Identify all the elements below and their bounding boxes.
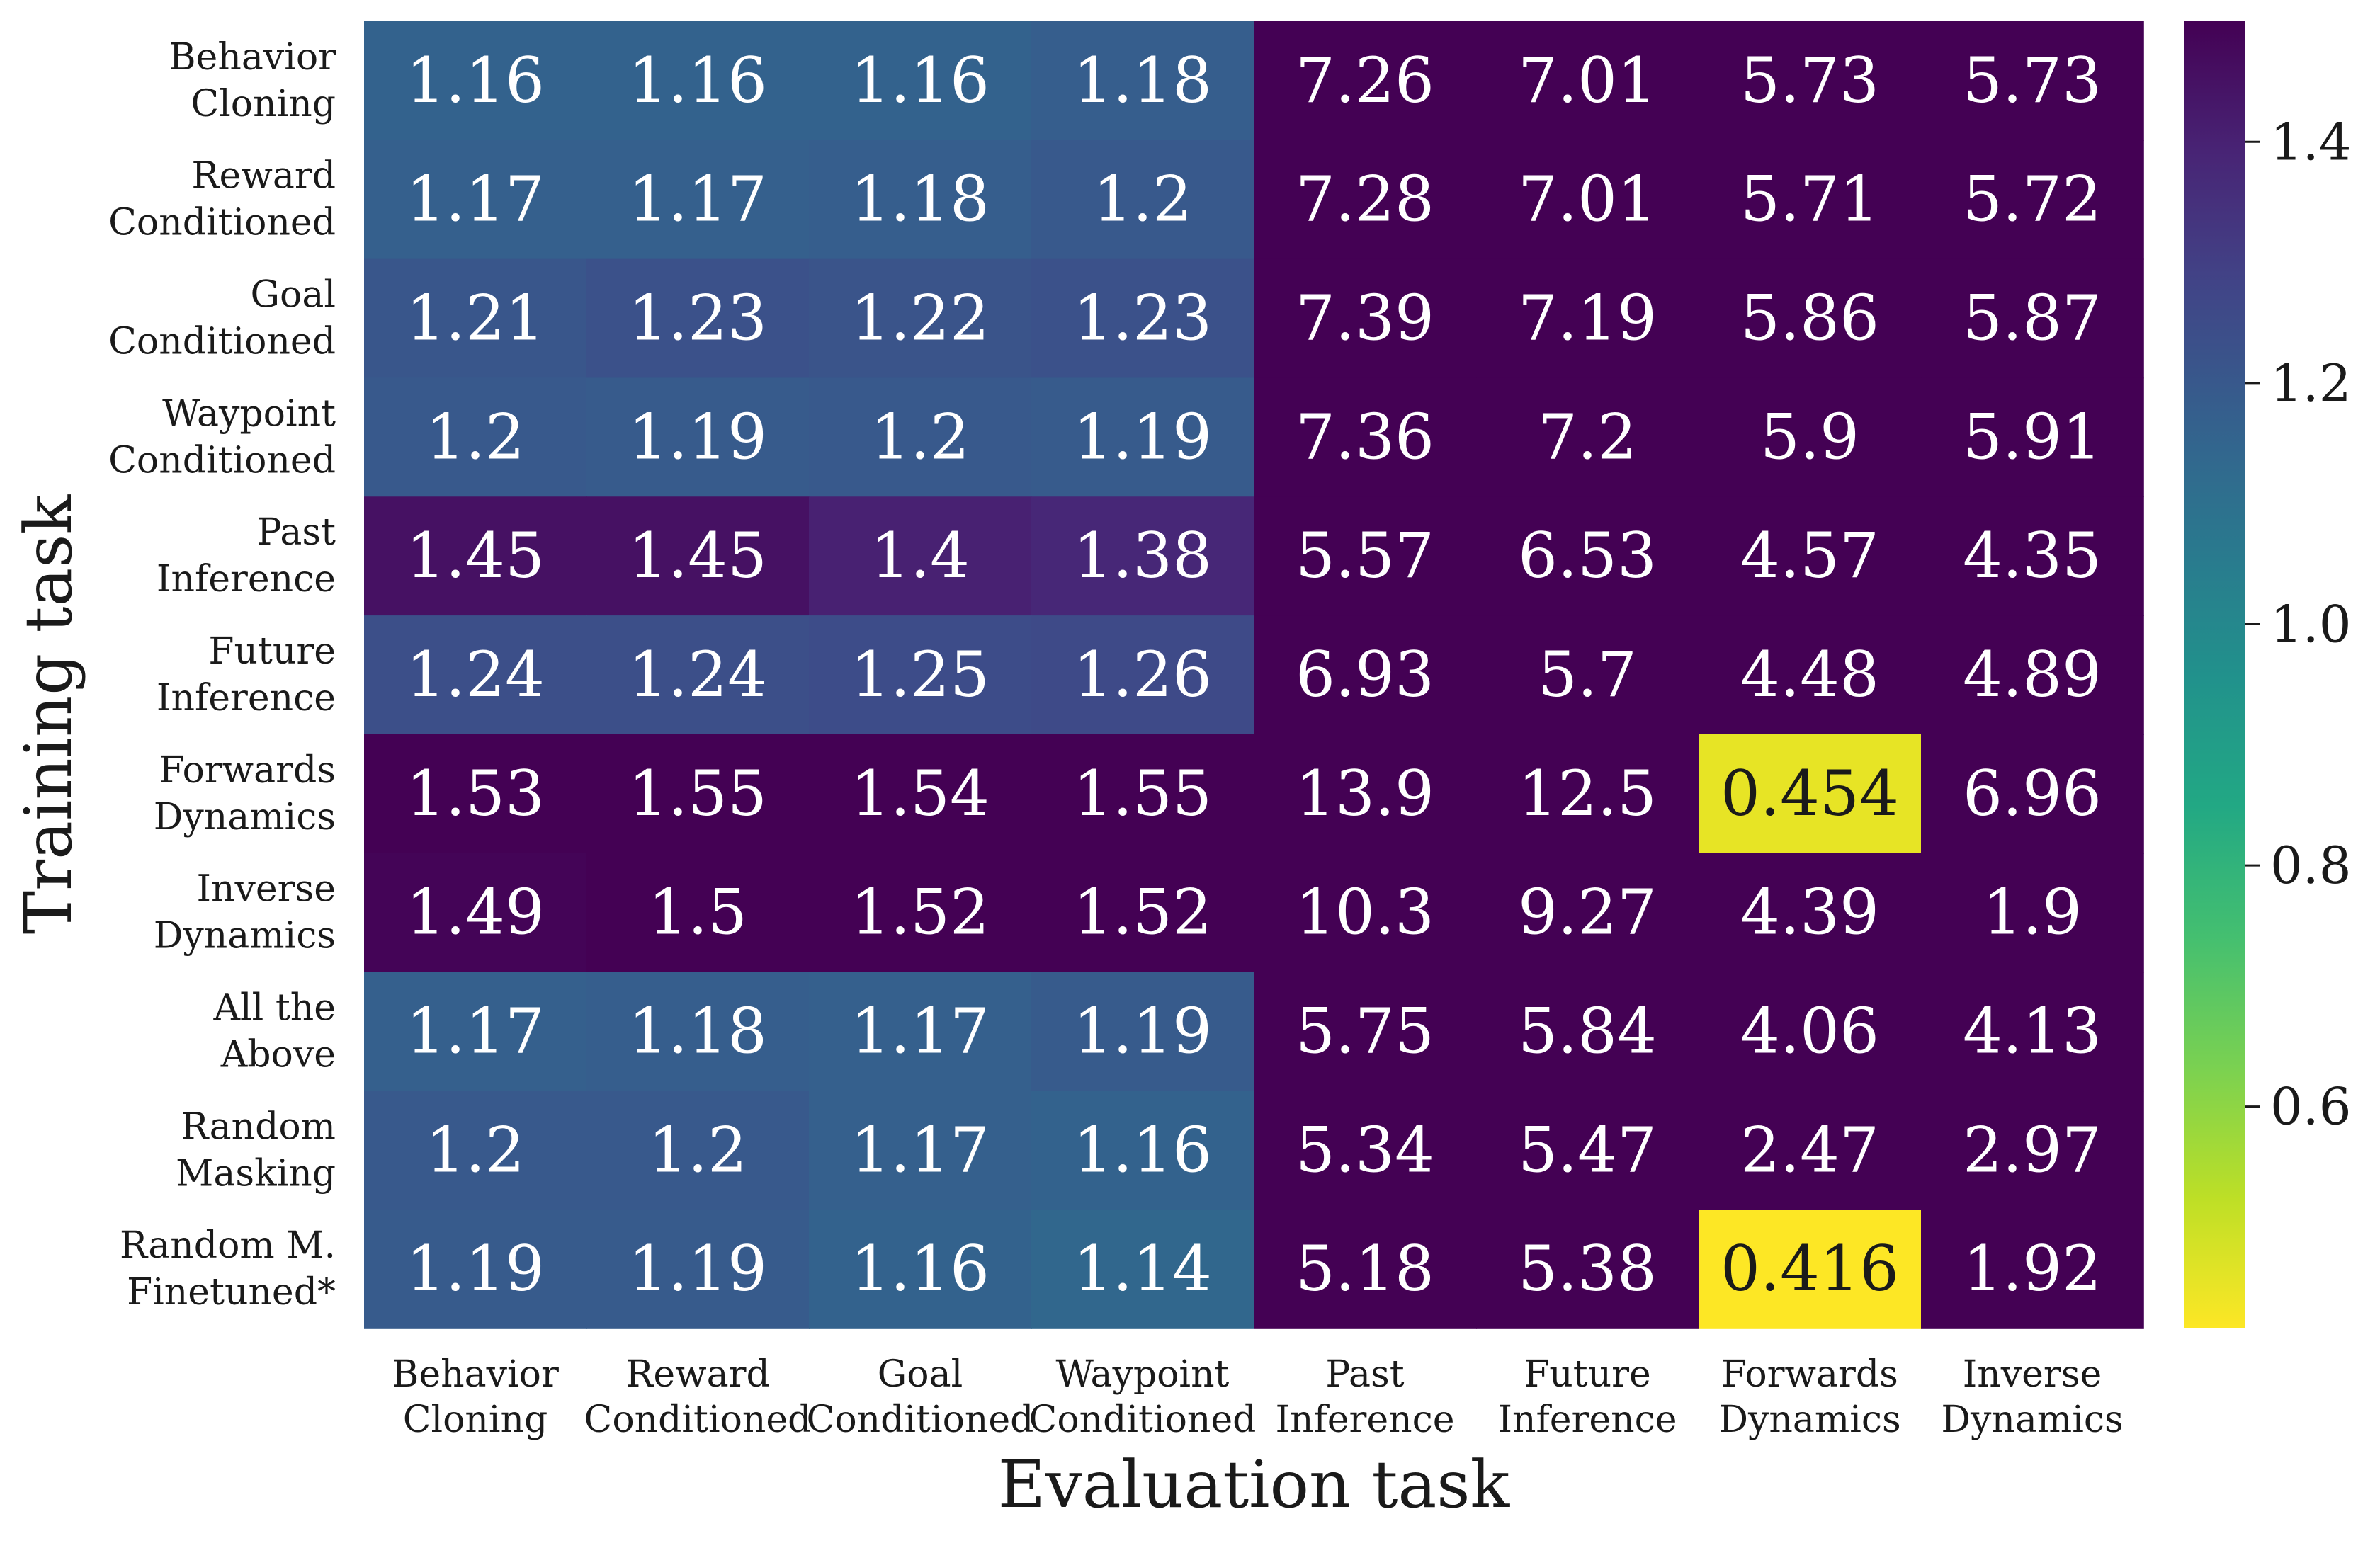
cell-value-label: 2.47 [1740, 1113, 1879, 1187]
cell-value-label: 1.53 [406, 756, 545, 830]
x-tick-label: Goal Conditioned [806, 1353, 1034, 1441]
y-tick-label: Random M. Finetuned* [119, 1224, 336, 1314]
cell-value-label: 7.28 [1296, 162, 1434, 236]
cell-value-label: 1.9 [1983, 875, 2082, 949]
cell-value-label: 5.72 [1963, 162, 2102, 236]
cell-value-label: 1.2 [871, 400, 970, 474]
cell-value-label: 5.18 [1296, 1232, 1434, 1306]
y-tick-label: Behavior Cloning [169, 35, 336, 125]
cell-value-label: 4.48 [1740, 638, 1879, 711]
cell-value-label: 5.38 [1518, 1232, 1657, 1306]
cell-value-label: 1.52 [1073, 875, 1212, 949]
cell-value-label: 1.54 [851, 756, 990, 830]
y-axis-title: Training task [11, 494, 86, 935]
heatmap-cells [364, 21, 2144, 1329]
cell-value-label: 7.19 [1518, 281, 1657, 355]
cell-value-label: 1.21 [406, 281, 545, 355]
cell-value-label: 1.25 [851, 638, 990, 711]
cell-value-label: 1.4 [871, 519, 970, 593]
cell-value-label: 1.55 [1073, 756, 1212, 830]
cell-value-label: 1.18 [628, 994, 767, 1068]
x-tick-label: Behavior Cloning [392, 1353, 559, 1441]
cell-value-label: 1.17 [406, 162, 545, 236]
cell-value-label: 1.19 [628, 1232, 767, 1306]
y-tick-label: Random Masking [176, 1105, 336, 1195]
cell-value-label: 2.97 [1963, 1113, 2102, 1187]
cell-value-label: 1.19 [1073, 994, 1212, 1068]
x-tick-labels [392, 1353, 2123, 1441]
cell-value-label: 1.2 [1093, 162, 1192, 236]
cell-value-label: 1.45 [628, 519, 767, 593]
cell-value-label: 1.18 [851, 162, 990, 236]
cell-value-label: 1.49 [406, 875, 545, 949]
cell-value-label: 5.84 [1518, 994, 1657, 1068]
cell-value-label: 1.38 [1073, 519, 1212, 593]
cell-value-label: 9.27 [1518, 875, 1657, 949]
cell-value-label: 5.71 [1740, 162, 1879, 236]
cell-value-label: 5.7 [1538, 638, 1637, 711]
cell-value-label: 4.35 [1963, 519, 2102, 593]
colorbar-tick-label: 1.2 [2270, 353, 2352, 413]
cell-value-label: 0.454 [1721, 756, 1899, 830]
x-tick-label: Waypoint Conditioned [1028, 1353, 1257, 1441]
cell-value-label: 1.18 [1073, 43, 1212, 117]
cell-value-label: 4.06 [1740, 994, 1879, 1068]
cell-value-label: 1.16 [851, 1232, 990, 1306]
cell-value-label: 4.13 [1963, 994, 2102, 1068]
colorbar-tick-label: 1.4 [2270, 112, 2352, 172]
cell-value-label: 5.75 [1296, 994, 1434, 1068]
cell-value-label: 1.24 [406, 638, 545, 711]
cell-value-label: 1.17 [851, 1113, 990, 1187]
colorbar-tick-label: 0.6 [2270, 1076, 2352, 1137]
cell-value-label: 7.01 [1518, 43, 1657, 117]
y-tick-label: Goal Conditioned [108, 273, 336, 363]
cell-value-label: 5.87 [1963, 281, 2102, 355]
cell-value-label: 5.73 [1963, 43, 2102, 117]
cell-value-label: 4.57 [1740, 519, 1879, 593]
cell-value-label: 6.53 [1518, 519, 1657, 593]
cell-value-label: 5.73 [1740, 43, 1879, 117]
cell-value-label: 7.2 [1538, 400, 1637, 474]
cell-value-label: 1.22 [851, 281, 990, 355]
y-tick-label: All the Above [213, 986, 336, 1076]
cell-value-label: 1.23 [628, 281, 767, 355]
x-axis-title: Evaluation task [997, 1447, 1510, 1523]
cell-value-label: 1.52 [851, 875, 990, 949]
colorbar-ticks [2245, 112, 2352, 1136]
x-tick-label: Inverse Dynamics [1941, 1353, 2124, 1441]
cell-value-label: 1.92 [1963, 1232, 2102, 1306]
x-tick-label: Past Inference [1275, 1353, 1455, 1441]
colorbar [2184, 21, 2245, 1328]
colorbar-tick-label: 1.0 [2270, 594, 2352, 654]
y-tick-label: Forwards Dynamics [153, 749, 336, 838]
cell-value-label: 1.16 [406, 43, 545, 117]
cell-value-label: 1.24 [628, 638, 767, 711]
cell-value-label: 1.17 [406, 994, 545, 1068]
cell-value-label: 1.26 [1073, 638, 1212, 711]
cell-value-label: 5.91 [1963, 400, 2102, 474]
cell-value-label: 1.2 [426, 1113, 525, 1187]
cell-value-label: 1.19 [628, 400, 767, 474]
cell-value-label: 7.36 [1296, 400, 1434, 474]
cell-value-label: 1.19 [1073, 400, 1212, 474]
y-tick-label: Reward Conditioned [108, 154, 336, 244]
cell-value-label: 1.17 [628, 162, 767, 236]
x-tick-label: Reward Conditioned [584, 1353, 812, 1441]
cell-value-label: 1.2 [426, 400, 525, 474]
cell-value-label: 12.5 [1518, 756, 1657, 830]
y-tick-labels [108, 36, 336, 1314]
x-tick-label: Future Inference [1497, 1353, 1677, 1441]
cell-value-label: 4.39 [1740, 875, 1879, 949]
cell-value-label: 1.17 [851, 994, 990, 1068]
cell-value-label: 4.89 [1963, 638, 2102, 711]
cell-value-label: 1.16 [1073, 1113, 1212, 1187]
cell-value-label: 1.5 [648, 875, 747, 949]
cell-value-label: 1.2 [648, 1113, 747, 1187]
cell-value-label: 7.26 [1296, 43, 1434, 117]
colorbar-tick-label: 0.8 [2270, 836, 2352, 896]
x-tick-label: Forwards Dynamics [1718, 1353, 1901, 1441]
cell-value-label: 1.16 [628, 43, 767, 117]
cell-value-label: 5.34 [1296, 1113, 1434, 1187]
cell-value-label: 7.01 [1518, 162, 1657, 236]
cell-value-label: 1.45 [406, 519, 545, 593]
cell-value-label: 1.55 [628, 756, 767, 830]
y-tick-label: Waypoint Conditioned [108, 392, 336, 482]
cell-value-label: 1.23 [1073, 281, 1212, 355]
cell-value-label: 5.9 [1760, 400, 1859, 474]
y-tick-label: Past Inference [156, 511, 336, 601]
cell-value-label: 13.9 [1296, 756, 1434, 830]
cell-value-label: 7.39 [1296, 281, 1434, 355]
cell-value-label: 1.16 [851, 43, 990, 117]
cell-value-label: 6.93 [1296, 638, 1434, 711]
cell-value-label: 1.14 [1073, 1232, 1212, 1306]
cell-value-label: 5.86 [1740, 281, 1879, 355]
cell-value-label: 10.3 [1296, 875, 1434, 949]
cell-value-label: 0.416 [1721, 1232, 1899, 1306]
cell-value-label: 1.19 [406, 1232, 545, 1306]
cell-value-label: 5.47 [1518, 1113, 1657, 1187]
cell-value-label: 6.96 [1963, 756, 2102, 830]
y-tick-label: Inverse Dynamics [153, 867, 336, 957]
y-tick-label: Future Inference [156, 630, 336, 719]
cell-value-label: 5.57 [1296, 519, 1434, 593]
